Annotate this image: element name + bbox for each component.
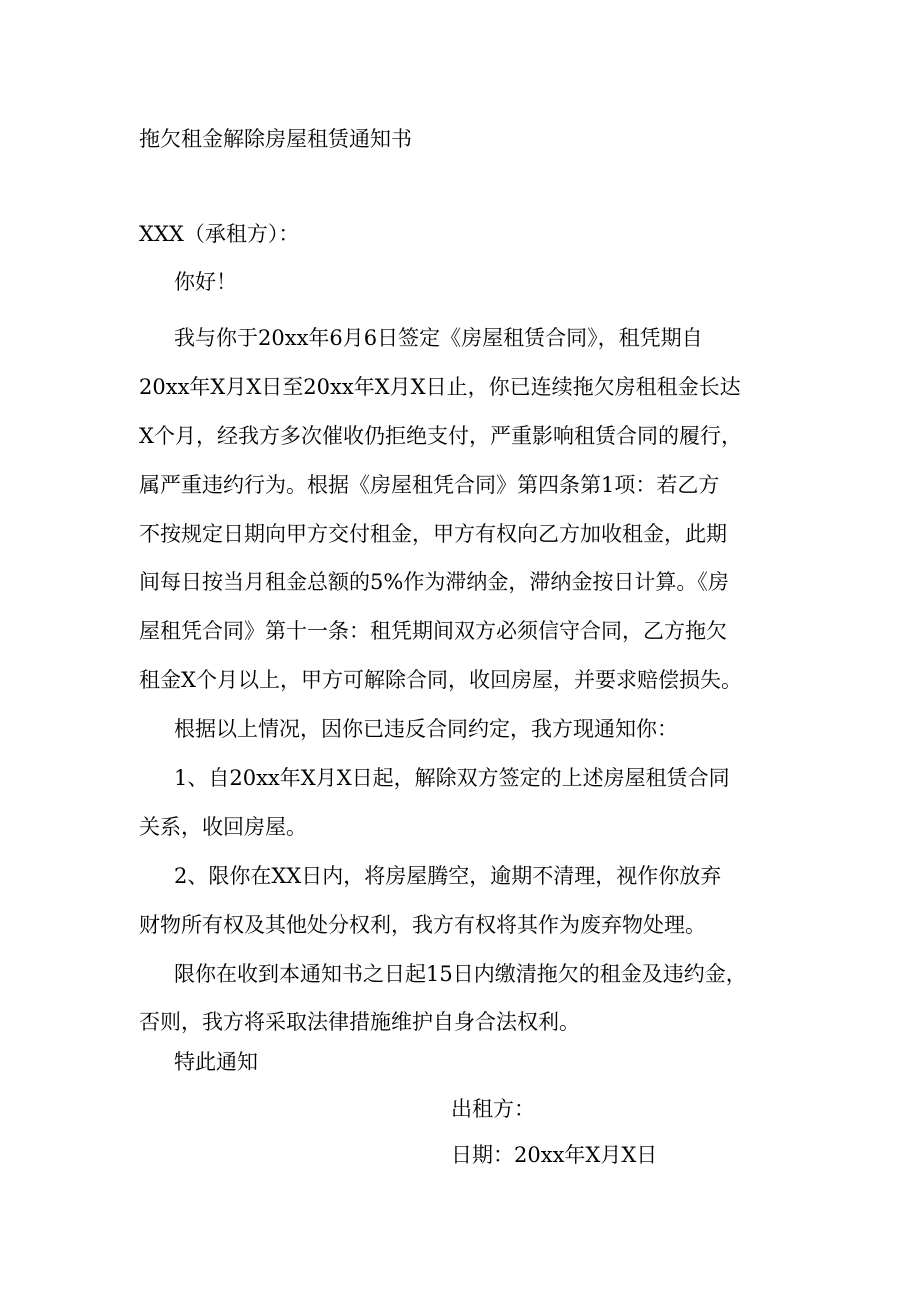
paragraph-1-line: 不按规定日期向甲方交付租金，甲方有权向乙方加收租金，此期 xyxy=(139,521,727,546)
paragraph-1-line: X个月，经我方多次催收仍拒绝支付，严重影响租赁合同的履行， xyxy=(139,423,742,448)
paragraph-1-line: 间每日按当月租金总额的5%作为滞纳金，滞纳金按日计算。《房 xyxy=(139,570,729,595)
document-title: 拖欠租金解除房屋租赁通知书 xyxy=(139,127,412,151)
paragraph-1-line: 20xx年X月X日至20xx年X月X日止，你已连续拖欠房租租金长达 xyxy=(139,374,741,399)
notice-body xyxy=(139,314,799,1047)
paragraph-1-line: 租金X个月以上，甲方可解除合同，收回房屋，并要求赔偿损失。 xyxy=(139,668,742,693)
item-1-line: 1、自20xx年X月X日起，解除双方签定的上述房屋租赁合同 xyxy=(174,766,730,791)
salutation: XXX（承租方）： xyxy=(139,222,300,246)
paragraph-2: 根据以上情况，因你已违反合同约定，我方现通知你： xyxy=(174,717,678,742)
item-2-line: 财物所有权及其他处分权利，我方有权将其作为废弃物处理。 xyxy=(139,912,706,937)
greeting: 你好！ xyxy=(174,270,237,294)
item-2-line: 2、限你在XX日内，将房屋腾空，逾期不清理，视作你放弃 xyxy=(174,863,722,888)
paragraph-1-line: 屋租凭合同》第十一条：租凭期间双方必须信守合同，乙方拖欠 xyxy=(139,619,727,644)
paragraph-1-line: 属严重违约行为。根据《房屋租凭合同》第四条第1项：若乙方 xyxy=(139,472,720,497)
paragraph-3-line: 限你在收到本通知书之日起15日内缴清拖欠的租金及违约金， xyxy=(174,961,747,986)
date-line: 日期：20xx年X月X日 xyxy=(451,1143,658,1167)
item-1-line: 关系，收回房屋。 xyxy=(139,814,307,839)
closing-remark: 特此通知 xyxy=(174,1050,258,1074)
lessor-signature-label: 出租方： xyxy=(451,1097,535,1121)
paragraph-1-line: 我与你于20xx年6月6日签定《房屋租赁合同》，租凭期自 xyxy=(174,326,703,350)
paragraph-3-line: 否则，我方将采取法律措施维护自身合法权利。 xyxy=(139,1010,580,1035)
